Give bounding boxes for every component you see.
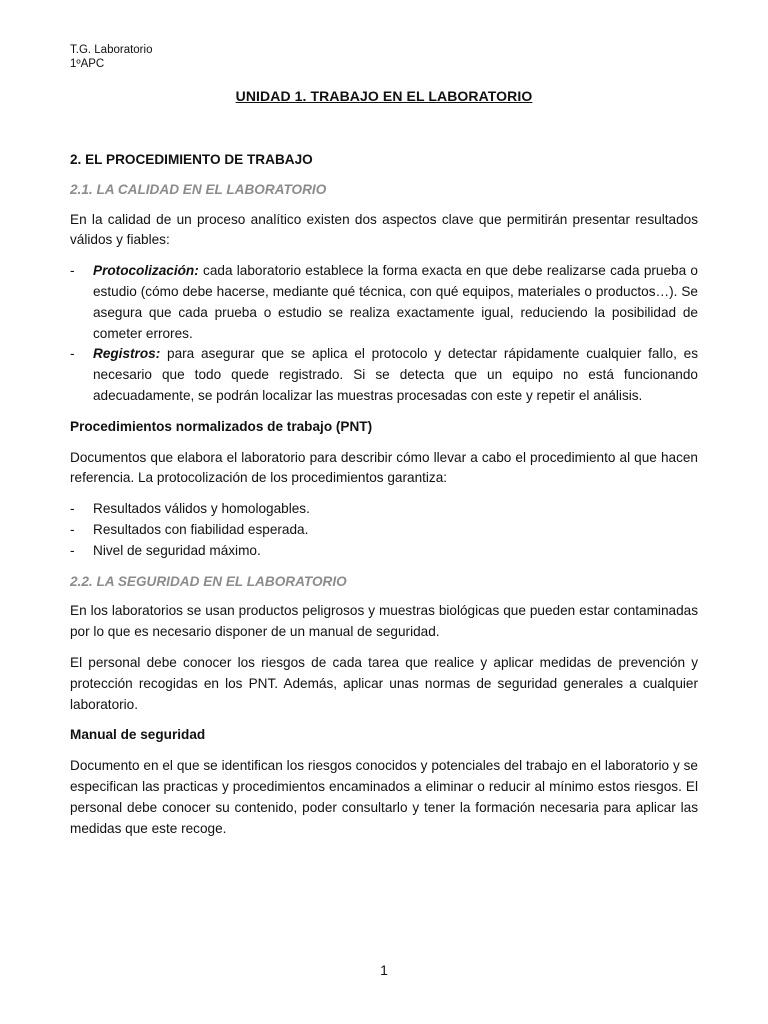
term-description: para asegurar que se aplica el protocolo y detectar rápidamente cualquier fallo, es necesario que todo quede registrado. Si se detecta que un equipo no está funcionando adecuadamente, se podrán localizar las muestras procesadas con este y repetir el análisis. [93, 346, 698, 403]
list-item [70, 520, 698, 541]
page-header [70, 43, 152, 71]
list-item-text: Resultados con fiabilidad esperada. [93, 521, 309, 537]
unit-title: UNIDAD 1. TRABAJO EN EL LABORATORIO [235, 88, 533, 104]
pnt-description: Documentos que elabora el laboratorio para describir cómo llevar a cabo el procedimiento al que hacen referencia. La protocolización de los procedimientos garantiza: [70, 449, 698, 486]
term-protocolizacion: Protocolización: [93, 263, 199, 279]
list-dash: - [70, 263, 75, 279]
subsection-heading-safety: 2.2. LA SEGURIDAD EN EL LABORATORIO [70, 573, 347, 589]
term-description: cada laboratorio establece la forma exacta en que debe realizarse cada prueba o estudio (cómo debe hacerse, mediante qué técnica, con qué equipos, materiales o productos…). Se asegura que cada prueba o estudio se realiza exactamente igual, reduciendo la posibilidad de cometer errores. [93, 263, 698, 341]
quality-intro: En la calidad de un proceso analítico existen dos aspectos clave que permitirán presentar resultados válidos y fiables: [70, 211, 698, 248]
header-group: 1ºAPC [70, 58, 105, 70]
list-item-text: Resultados válidos y homologables. [93, 501, 310, 517]
pnt-guarantees-list [70, 499, 698, 561]
manual-description: Documento en el que se identifican los riesgos conocidos y potenciales del trabajo en el laboratorio y se especifican las practicas y procedimientos encaminados a eliminar o reducir al mínimo estos riesgos. El personal debe conocer su contenido, poder consultarlo y tener la formación necesaria para aplicar las medidas que este recoge. [70, 758, 698, 836]
list-dash: - [70, 521, 75, 537]
safety-paragraph-2: El personal debe conocer los riesgos de cada tarea que realice y aplicar medidas de prevención y protección recogidas en los PNT. Además, aplicar unas normas de seguridad generales a cualquier laboratorio. [70, 654, 698, 712]
list-item [70, 261, 698, 344]
pnt-heading: Procedimientos normalizados de trabajo (PNT) [70, 418, 373, 434]
section-heading: 2. EL PROCEDIMIENTO DE TRABAJO [70, 152, 313, 167]
term-registros: Registros: [93, 346, 161, 362]
page-number: 1 [380, 962, 388, 978]
list-item [70, 344, 698, 406]
safety-paragraph-1: En los laboratorios se usan productos peligrosos y muestras biológicas que pueden estar contaminadas por lo que es necesario disponer de un manual de seguridad. [70, 603, 698, 640]
subsection-heading-quality: 2.1. LA CALIDAD EN EL LABORATORIO [70, 181, 327, 197]
list-dash: - [70, 542, 75, 558]
list-dash: - [70, 346, 75, 362]
manual-heading: Manual de seguridad [70, 727, 206, 743]
quality-aspects-list [70, 261, 698, 407]
list-item [70, 541, 698, 562]
list-item-text: Nivel de seguridad máximo. [93, 542, 261, 558]
header-course: T.G. Laboratorio [70, 44, 153, 56]
list-item [70, 499, 698, 520]
document-body [70, 150, 698, 849]
list-dash: - [70, 501, 75, 517]
